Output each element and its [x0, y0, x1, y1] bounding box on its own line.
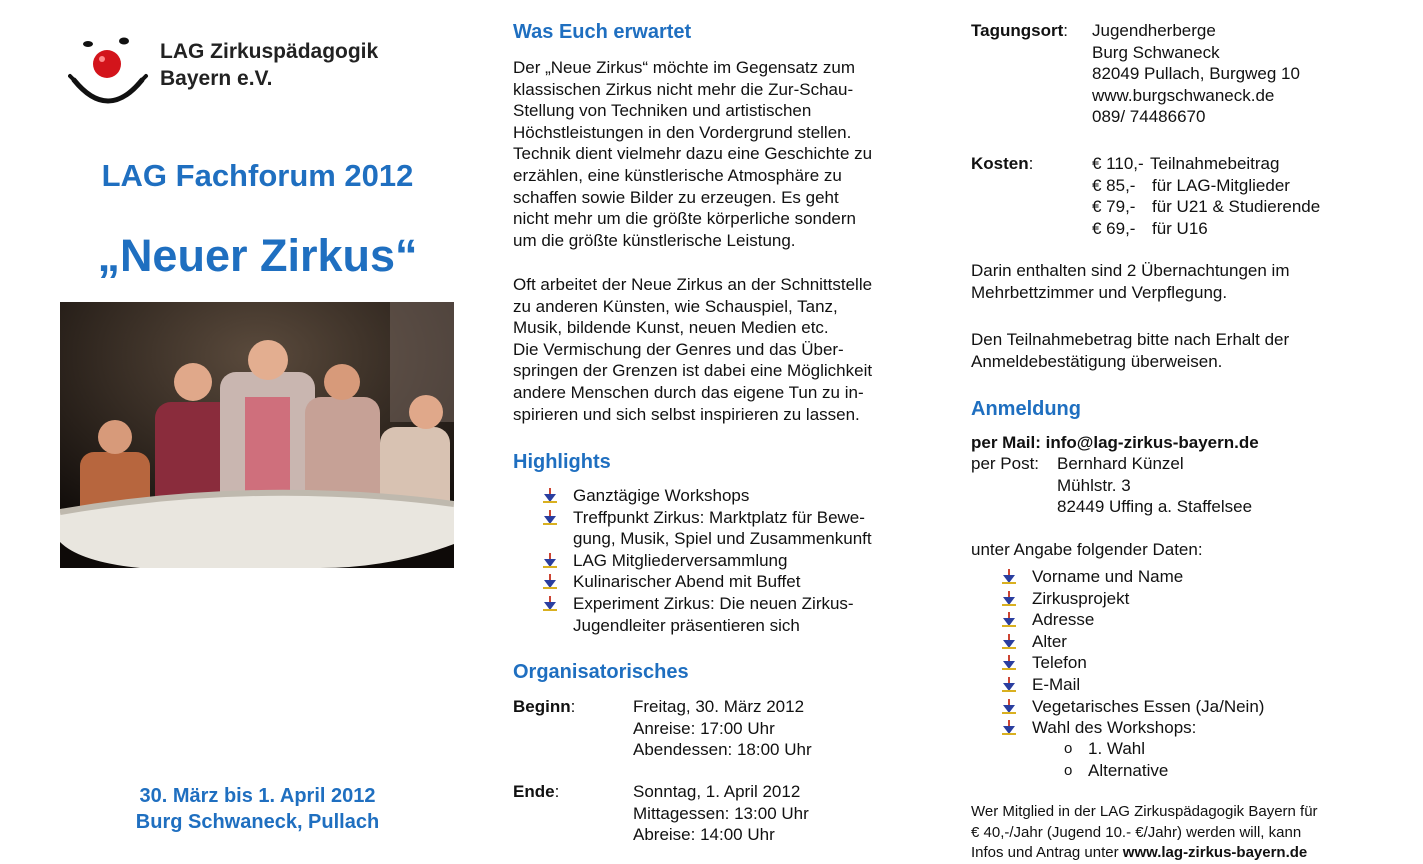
- list-item: Ganztägige Workshops: [543, 485, 923, 507]
- logo-text: [160, 38, 378, 92]
- list-item: Treffpunkt Zirkus: Marktplatz für Bewe- gung, Musik, Spiel und Zusammenkunft: [543, 507, 923, 550]
- end-label: Ende:: [513, 782, 560, 801]
- arrow-bullet-icon: [543, 574, 557, 589]
- arrow-bullet-icon: [1002, 655, 1016, 670]
- heading-anmeldung: Anmeldung: [971, 398, 1081, 420]
- costs-label: Kosten:: [971, 154, 1034, 173]
- circus-photo: [60, 302, 454, 568]
- heading-organisatorisches: Organisatorisches: [513, 661, 689, 683]
- circle-bullet-icon: o: [1064, 761, 1073, 779]
- costs-note-1: Darin enthalten sind 2 Übernachtungen im Mehrbettzimmer und Verpflegung.: [971, 261, 1290, 302]
- cost-row: € 69,- für U16: [1092, 218, 1208, 238]
- list-item: Wahl des Workshops:: [1002, 717, 1402, 739]
- cost-row: € 79,- für U21 & Studierende: [1092, 197, 1321, 217]
- list-item: Vegetarisches Essen (Ja/Nein): [1002, 696, 1402, 718]
- required-data-list: [1002, 566, 1402, 739]
- arrow-bullet-icon: [1002, 677, 1016, 692]
- venue-label: Tagungsort:: [971, 21, 1068, 40]
- mail-link[interactable]: info@lag-zirkus-bayern.de: [1045, 433, 1259, 452]
- list-item: o Alternative: [1064, 760, 1169, 780]
- event-subtitle: „Neuer Zirkus“: [97, 230, 418, 281]
- cost-row: € 110,- Teilnahmebeitrag: [1092, 154, 1280, 173]
- arrow-bullet-icon: [543, 510, 557, 525]
- arrow-bullet-icon: [1002, 699, 1016, 714]
- circle-bullet-icon: o: [1064, 740, 1073, 757]
- expect-paragraph-2: Oft arbeitet der Neue Zirkus an der Schnittstelle zu anderen Künsten, wie Schauspiel, Tanz, Musik, bildende Kunst, neuen Medien etc. Die Vermischung der Genres und das Über- springen der Grenzen ist dabei eine Möglichkeit andere Menschen durch das eigene Tun zu in- spirieren und sich selbst inspirieren zu lassen.: [513, 275, 873, 424]
- event-date: 30. März bis 1. April 2012: [139, 785, 376, 807]
- end-details: Sonntag, 1. April 2012 Mittagessen: 13:00 Uhr Abreise: 14:00 Uhr: [633, 782, 809, 845]
- logo-line1: LAG Zirkuspädagogik: [160, 40, 379, 63]
- venue-details: Jugendherberge Burg Schwaneck 82049 Pullach, Burgweg 10 www.burgschwaneck.de 089/ 74486670: [1092, 21, 1300, 127]
- list-item: Zirkusprojekt: [1002, 588, 1402, 610]
- arrow-bullet-icon: [1002, 591, 1016, 606]
- arrow-bullet-icon: [1002, 634, 1016, 649]
- begin-label: Beginn:: [513, 697, 576, 716]
- arrow-bullet-icon: [543, 488, 557, 503]
- event-title: LAG Fachforum 2012: [101, 158, 414, 193]
- list-item: Experiment Zirkus: Die neuen Zirkus- Jugendleiter präsentieren sich: [543, 593, 923, 636]
- list-item: LAG Mitgliederversammlung: [543, 550, 923, 572]
- arrow-bullet-icon: [543, 596, 557, 611]
- list-item: E-Mail: [1002, 674, 1402, 696]
- costs-table: [1092, 153, 1320, 239]
- arrow-bullet-icon: [1002, 720, 1016, 735]
- list-item: Alter: [1002, 631, 1402, 653]
- heading-was-euch-erwartet: Was Euch erwartet: [513, 21, 692, 43]
- event-place: Burg Schwaneck, Pullach: [135, 811, 380, 833]
- arrow-bullet-icon: [543, 553, 557, 568]
- performers-in-bathtub-illustration: [60, 302, 454, 568]
- website-link[interactable]: www.lag-zirkus-bayern.de: [1122, 844, 1308, 861]
- begin-details: Freitag, 30. März 2012 Anreise: 17:00 Uhr Abendessen: 18:00 Uhr: [633, 697, 812, 760]
- workshop-choice-list: [1060, 738, 1360, 781]
- clown-face-icon: [68, 36, 158, 108]
- cost-row: € 85,- für LAG-Mitglieder: [1092, 175, 1290, 195]
- signup-mail: per Mail: info@lag-zirkus-bayern.de: [971, 433, 1259, 452]
- post-address: Bernhard Künzel Mühlstr. 3 82449 Uffing a. Staffelsee: [1057, 454, 1253, 517]
- heading-highlights: Highlights: [513, 451, 611, 473]
- logo-line2: Bayern e.V.: [160, 67, 273, 90]
- list-item: Adresse: [1002, 609, 1402, 631]
- arrow-bullet-icon: [1002, 612, 1016, 627]
- data-intro: unter Angabe folgender Daten:: [971, 540, 1203, 559]
- arrow-bullet-icon: [1002, 569, 1016, 584]
- list-item: Vorname und Name: [1002, 566, 1402, 588]
- event-date-place: [60, 783, 455, 835]
- highlights-list: [543, 485, 923, 636]
- list-item: Kulinarischer Abend mit Buffet: [543, 571, 923, 593]
- post-label: per Post:: [971, 454, 1040, 473]
- list-item: Telefon: [1002, 652, 1402, 674]
- expect-paragraph-1: Der „Neue Zirkus“ möchte im Gegensatz zum klassischen Zirkus nicht mehr die Zur-Schau- Stellung von Techniken und artistischen Höchstleistungen in den Vordergrund stellen. Technik dient vielmehr dazu eine Geschichte zu erzählen, eine künstlerische Atmosphäre zu schaffen sowie Bilder zu erzeugen. Es geht nicht mehr um die größte körperliche sondern um die größte künstlerische Leistung.: [513, 58, 873, 250]
- membership-note: Wer Mitglied in der LAG Zirkuspädagogik Bayern für € 40,-/Jahr (Jugend 10.- €/Jahr) werden will, kann Infos und Antrag unter www.lag-zirkus-bayern.de: [971, 803, 1318, 861]
- costs-note-2: Den Teilnahmebetrag bitte nach Erhalt der Anmeldebestätigung überweisen.: [971, 330, 1290, 371]
- list-item: o 1. Wahl: [1064, 739, 1146, 758]
